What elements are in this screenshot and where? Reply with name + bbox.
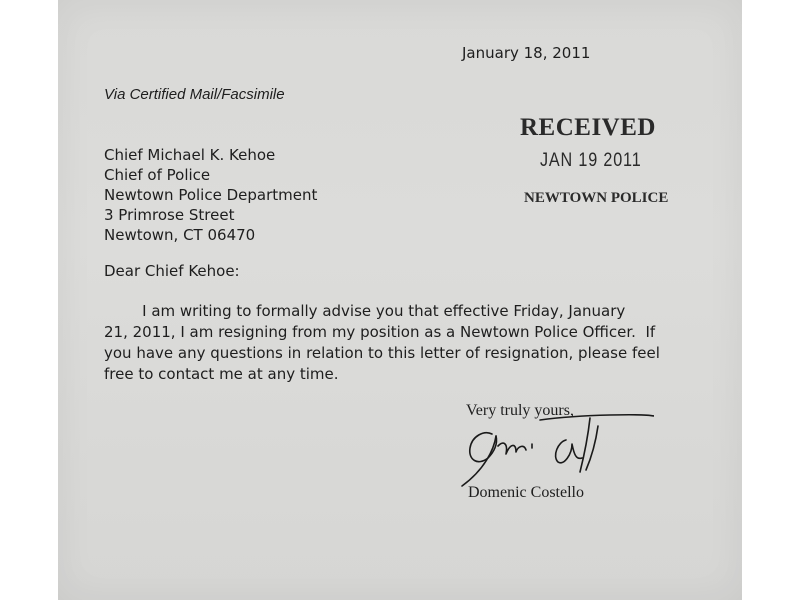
delivery-method: Via Certified Mail/Facsimile xyxy=(104,86,285,103)
recipient-department: Newtown Police Department xyxy=(104,186,318,204)
letter-page xyxy=(58,0,742,600)
salutation: Dear Chief Kehoe: xyxy=(104,262,240,280)
body-line: 21, 2011, I am resigning from my position as a Newtown Police Officer. If xyxy=(104,323,656,341)
recipient-name: Chief Michael K. Kehoe xyxy=(104,146,276,164)
recipient-title: Chief of Police xyxy=(104,166,211,184)
signer-name: Domenic Costello xyxy=(468,484,584,501)
handwritten-signature xyxy=(454,400,654,490)
received-stamp-title: RECEIVED xyxy=(520,114,656,141)
closing: Very truly yours, xyxy=(466,402,574,419)
received-stamp-organization: NEWTOWN POLICE xyxy=(524,190,669,206)
received-stamp-date: JAN 19 2011 xyxy=(540,150,642,171)
body-line: I am writing to formally advise you that effective Friday, January xyxy=(104,302,626,320)
recipient-city-state-zip: Newtown, CT 06470 xyxy=(104,226,256,244)
body-line: free to contact me at any time. xyxy=(104,365,339,383)
body-line: you have any questions in relation to this letter of resignation, please feel xyxy=(104,344,660,362)
recipient-street: 3 Primrose Street xyxy=(104,206,235,224)
letter-date: January 18, 2011 xyxy=(462,44,591,62)
